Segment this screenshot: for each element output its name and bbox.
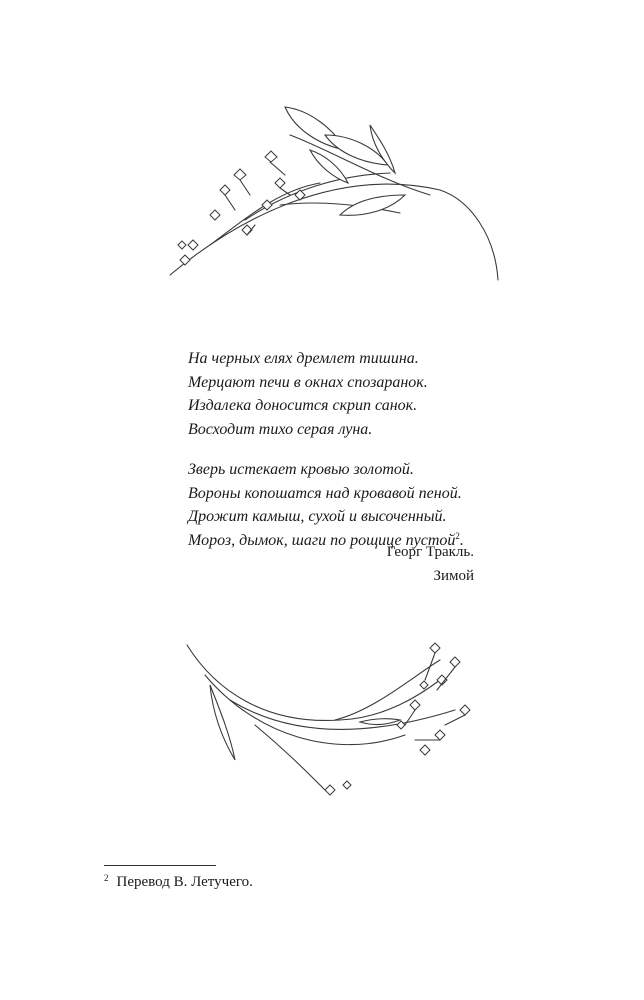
footnote-divider — [104, 865, 216, 866]
poem — [188, 347, 508, 552]
poem-line-text: Мороз, дымок, шаги по рощице пустой — [188, 531, 456, 549]
poem-title: Зимой — [433, 568, 474, 584]
footnote-reference[interactable]: 2 — [455, 530, 460, 541]
poem-line: Вороны копошатся над кровавой пеной. — [188, 484, 462, 502]
poem-stanza — [188, 458, 508, 552]
footnote-marker: 2 — [104, 873, 109, 883]
poem-line: Зверь истекает кровью золотой. — [188, 461, 414, 478]
floral-branch-top-icon — [150, 95, 510, 295]
author-name: Георг Тракль. — [386, 544, 474, 560]
poem-line: Дрожит камыш, сухой и высоченный. — [188, 508, 447, 525]
floral-branch-bottom-icon — [175, 640, 475, 810]
poem-line: Мерцают печи в окнах спозаранок. — [188, 373, 428, 391]
poem-stanza — [188, 347, 508, 441]
poem-line: Восходит тихо серая луна. — [188, 420, 373, 438]
attribution — [387, 540, 474, 588]
poem-line: Издалека доносится скрип санок. — [188, 397, 418, 414]
footnote — [104, 874, 253, 891]
poem-line: Мороз, дымок, шаги по рощице пустой$^2$. — [188, 530, 464, 549]
footnote-text: Перевод В. Летучего. — [116, 874, 253, 890]
poem-line: На черных елях дремлет тишина. — [188, 350, 419, 367]
